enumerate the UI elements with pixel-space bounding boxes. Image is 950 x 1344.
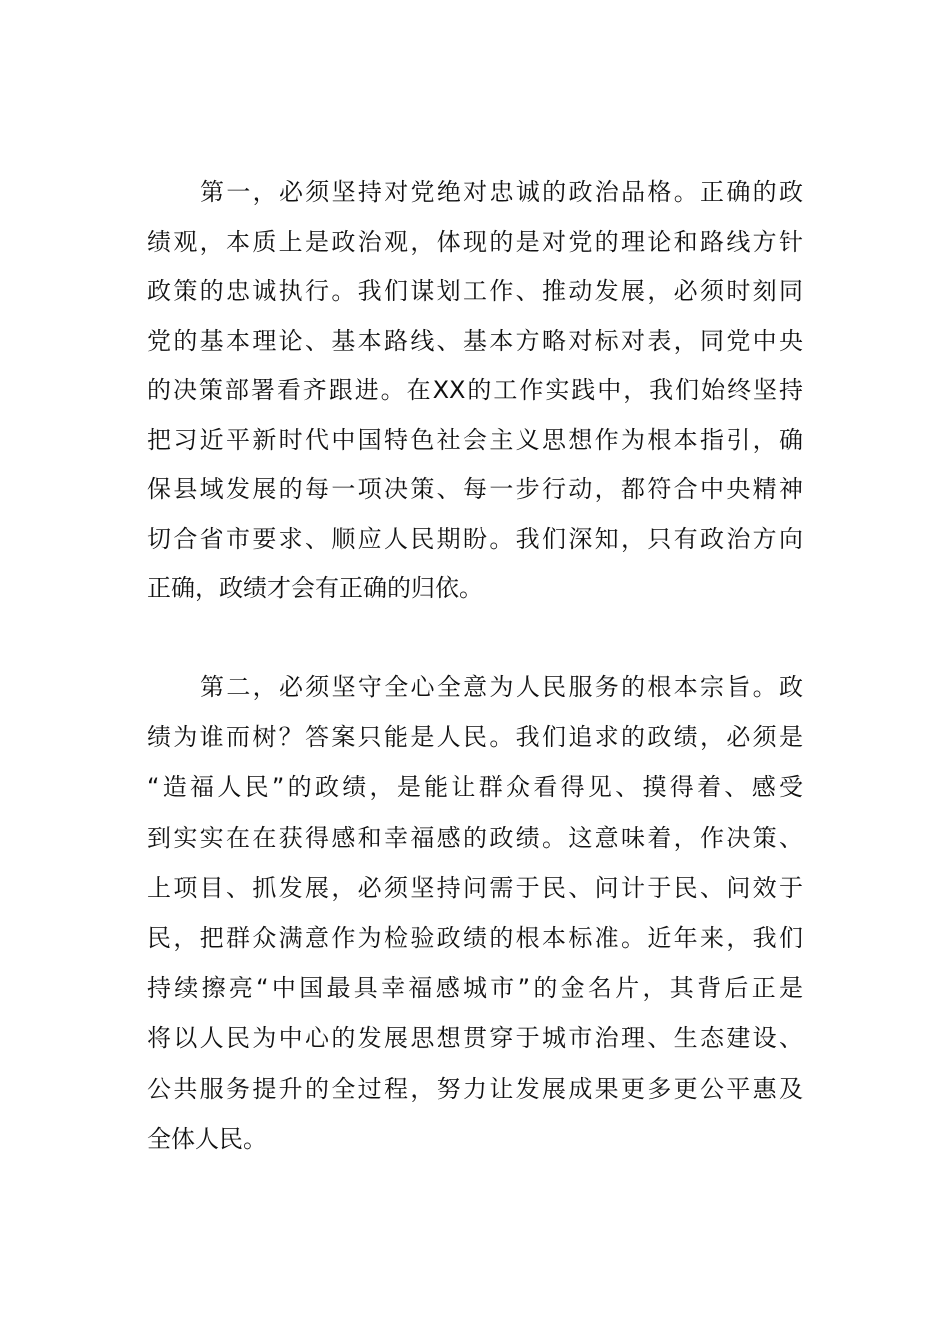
text-line: 第一，必须坚持对党绝对忠诚的政治品格。正确的政 [200,178,803,206]
text-line: 正确，政绩才会有正确的归依。 [147,574,483,602]
text-line: 把习近平新时代中国特色社会主义思想作为根本指引，确 [147,425,803,454]
text-line: 切合省市要求、顺应人民期盼。我们深知，只有政治方向 [147,524,803,553]
text-line: 将以人民为中心的发展思想贯穿于城市治理、生态建设、 [147,1024,803,1053]
text-line: 公共服务提升的全过程，努力让发展成果更多更公平惠及 [147,1074,803,1103]
text-line: 党的基本理论、基本路线、基本方略对标对表，同党中央 [147,326,803,355]
paragraph-2 [147,662,803,1164]
text-line: 保县域发展的每一项决策、每一步行动，都符合中央精神 [147,475,803,503]
text-line: 绩观，本质上是政治观，体现的是对党的理论和路线方针 [147,227,803,256]
text-line: 的决策部署看齐跟进。在XX的工作实践中，我们始终坚持 [147,376,803,404]
text-line: 到实实在在获得感和幸福感的政绩。这意味着，作决策、 [147,823,803,852]
text-line: 政策的忠诚执行。我们谋划工作、推动发展，必须时刻同 [147,277,803,305]
text-line: 持续擦亮“中国最具幸福感城市”的金名片，其背后正是 [147,974,803,1003]
text-line: 第二，必须坚守全心全意为人民服务的根本宗旨。政 [200,673,803,701]
text-line: 民，把群众满意作为检验政绩的根本标准。近年来，我们 [147,923,803,952]
text-line: 上项目、抓发展，必须坚持问需于民、问计于民、问效于 [147,873,803,902]
paragraph-1 [147,168,803,614]
text-line: 全体人民。 [147,1124,267,1153]
text-line: “造福人民”的政绩，是能让群众看得见、摸得着、感受 [147,773,803,802]
text-line: 绩为谁而树？答案只能是人民。我们追求的政绩，必须是 [147,723,803,752]
